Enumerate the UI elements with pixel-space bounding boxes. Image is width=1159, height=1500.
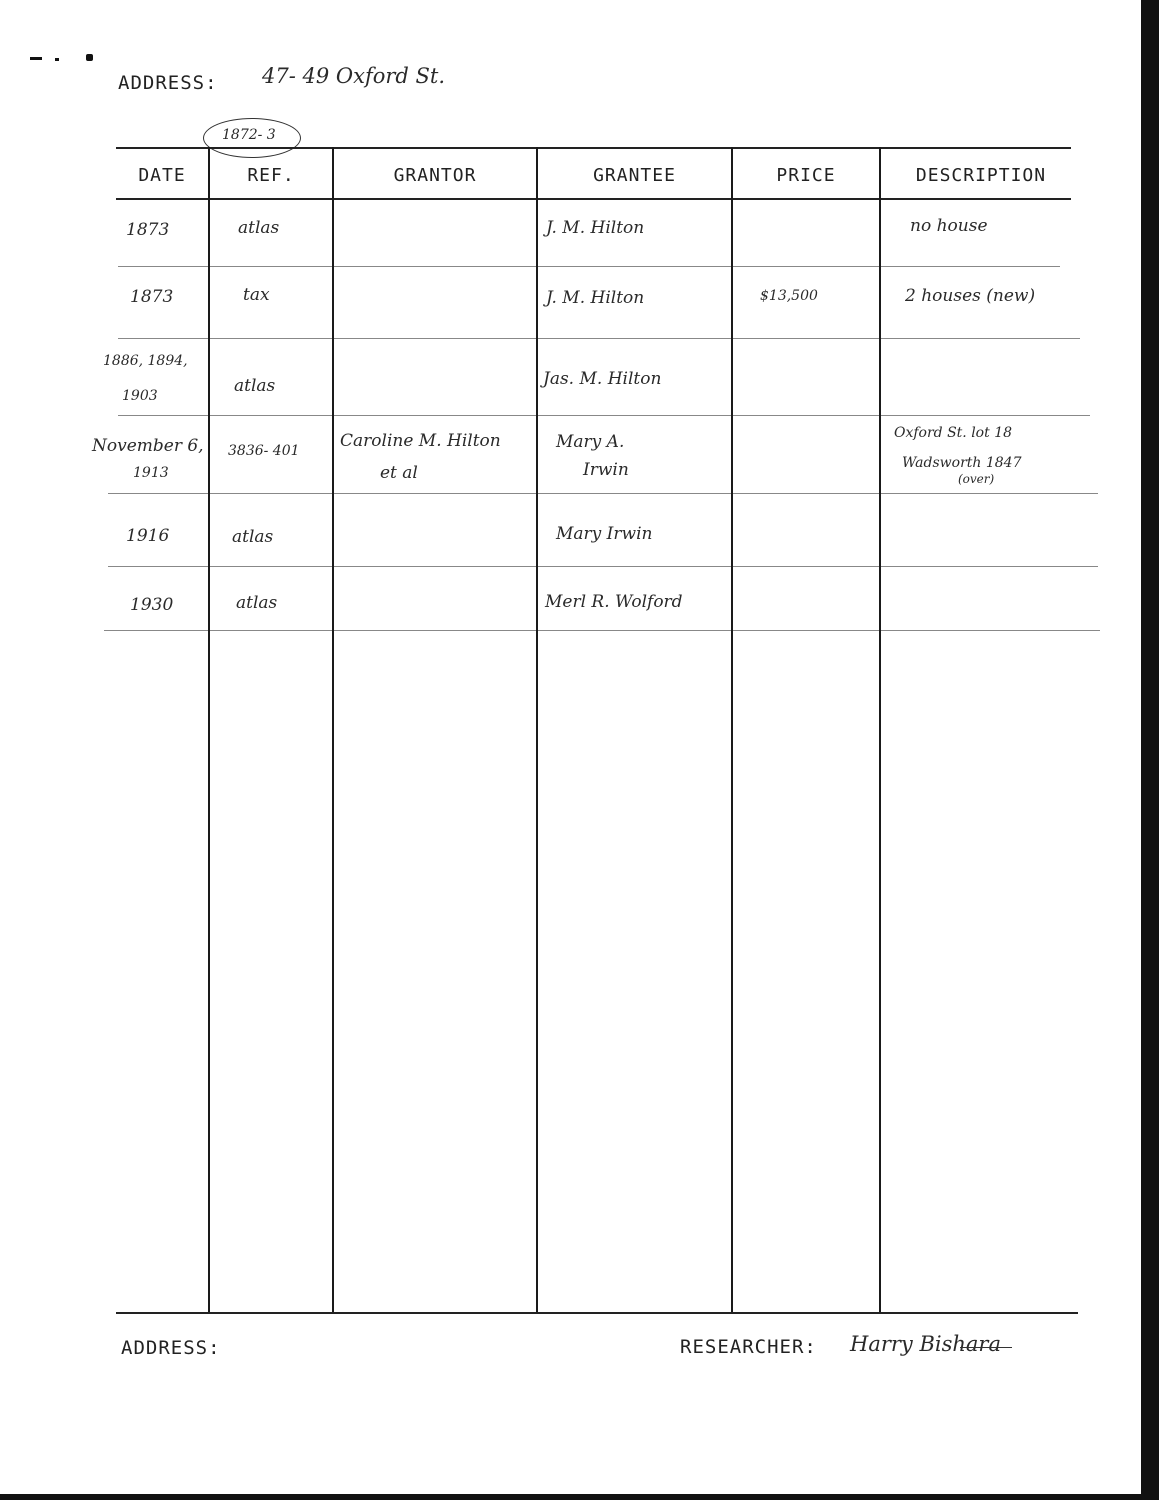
row-4-description-line-3: (over) (958, 472, 995, 486)
column-divider (208, 147, 210, 1312)
row-divider (118, 415, 1090, 416)
row-1-date: 1873 (126, 220, 170, 240)
column-divider (879, 147, 881, 1312)
column-header-grantee: GRANTEE (593, 165, 676, 186)
footer-address-label: ADDRESS: (121, 1337, 221, 1359)
row-3-grantee: Jas. M. Hilton (543, 369, 662, 389)
row-divider (108, 493, 1098, 494)
row-3-ref: atlas (234, 376, 276, 396)
column-header-description: DESCRIPTION (915, 165, 1047, 186)
table-bottom-rule (116, 1312, 1078, 1314)
row-2-grantee: J. M. Hilton (546, 288, 645, 308)
column-header-grantor: GRANTOR (393, 165, 477, 186)
table-top-rule (116, 147, 1071, 149)
row-4-description-line-2: Wadsworth 1847 (902, 455, 1022, 471)
column-header-date: DATE (138, 165, 186, 186)
row-4-ref: 3836- 401 (228, 443, 300, 459)
row-6-date: 1930 (130, 595, 174, 615)
row-divider (108, 566, 1098, 567)
scan-edge-bottom (0, 1494, 1159, 1500)
column-divider (536, 147, 538, 1312)
row-4-grantor: Caroline M. Hilton (340, 431, 501, 451)
scan-speck (86, 54, 93, 61)
row-3-date-line-2: 1903 (122, 388, 158, 404)
scan-edge-right (1141, 0, 1159, 1500)
row-1-grantee: J. M. Hilton (546, 218, 645, 238)
column-header-price: PRICE (776, 165, 836, 186)
researcher-underline-stroke (960, 1347, 1012, 1348)
row-divider (118, 338, 1080, 339)
column-divider (731, 147, 733, 1312)
row-divider (104, 630, 1100, 631)
scan-speck (30, 57, 42, 60)
researcher-name: Harry Bishara (850, 1332, 1001, 1356)
row-3-date: 1886, 1894, (103, 353, 188, 369)
row-2-date: 1873 (130, 287, 174, 307)
header-bottom-rule (116, 198, 1071, 200)
row-4-grantee-line-2: Irwin (583, 460, 629, 480)
row-4-date: November 6, (92, 436, 204, 456)
column-header-ref: REF. (247, 165, 295, 186)
row-1-description: no house (910, 216, 988, 236)
year-note: 1872- 3 (222, 127, 276, 143)
row-2-ref: tax (243, 285, 270, 305)
row-2-price: $13,500 (760, 288, 818, 304)
row-4-grantee: Mary A. (556, 432, 625, 452)
row-5-ref: atlas (232, 527, 274, 547)
row-6-grantee: Merl R. Wolford (545, 592, 683, 612)
scan-speck (55, 58, 59, 61)
row-5-date: 1916 (126, 526, 170, 546)
row-divider (118, 266, 1060, 267)
researcher-label: RESEARCHER: (680, 1336, 817, 1358)
row-4-grantor-line-2: et al (380, 463, 418, 483)
address-label: ADDRESS: (118, 72, 218, 94)
row-4-description: Oxford St. lot 18 (894, 425, 1013, 441)
row-5-grantee: Mary Irwin (556, 524, 653, 544)
row-4-date-line-2: 1913 (133, 465, 169, 481)
row-6-ref: atlas (236, 593, 278, 613)
row-2-description: 2 houses (new) (905, 286, 1036, 306)
row-1-ref: atlas (238, 218, 280, 238)
column-divider (332, 147, 334, 1312)
address-value: 47- 49 Oxford St. (262, 64, 446, 88)
